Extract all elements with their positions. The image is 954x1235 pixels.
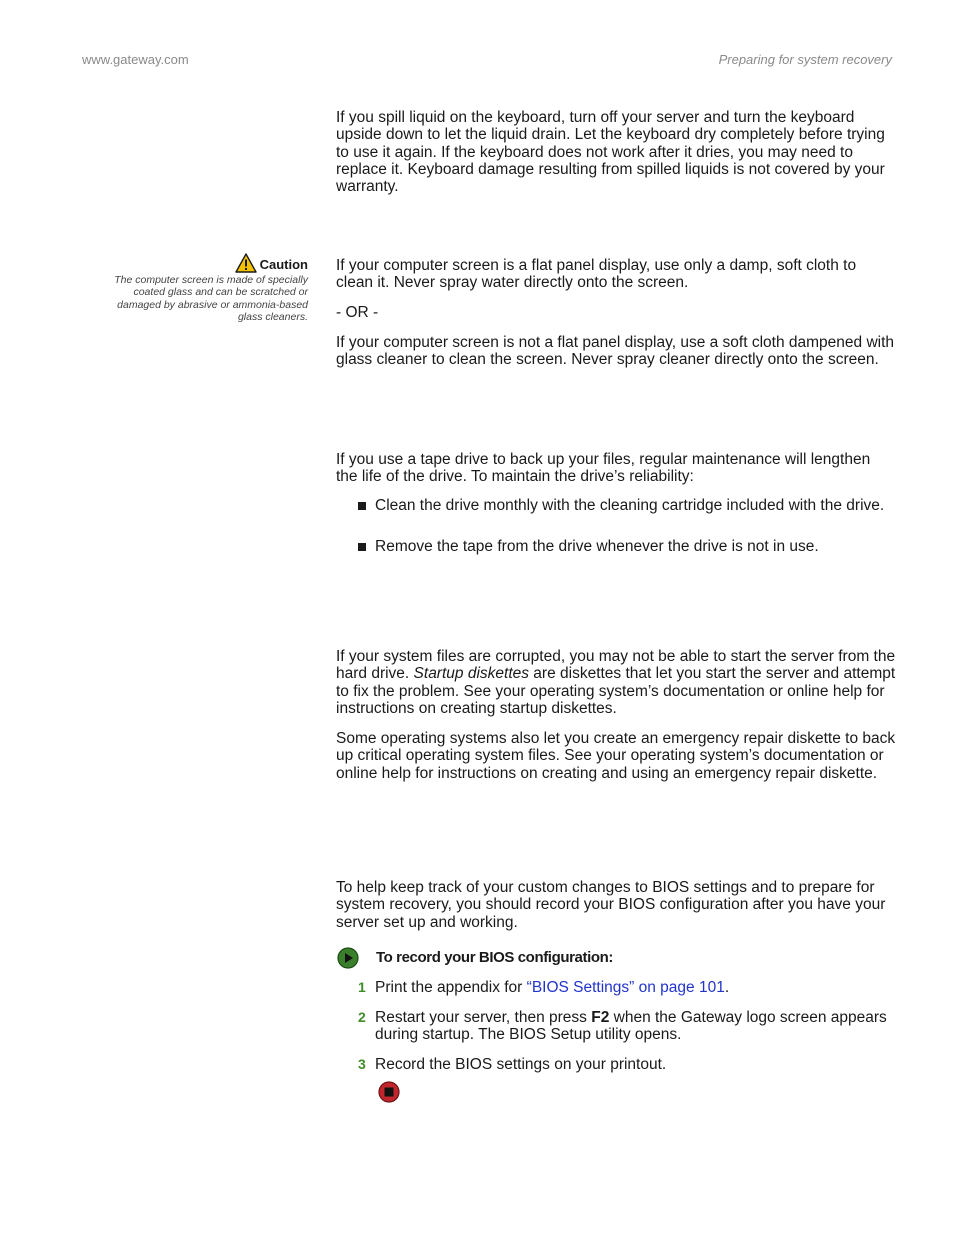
bullet-square-icon	[358, 502, 366, 510]
startup-term: Startup diskettes	[413, 665, 529, 683]
step-text-a: Print the appendix for	[375, 979, 527, 996]
procedure-step	[358, 1009, 898, 1044]
screen-paragraph-1: If your computer screen is a flat panel display, use only a damp, soft cloth to clean it. Never spray water directly onto the screen.	[336, 257, 857, 292]
screen-or-separator: - OR -	[336, 304, 379, 321]
procedure-stop-icon	[378, 1081, 400, 1108]
list-item-text: Clean the drive monthly with the cleaning cartridge included with the drive.	[375, 497, 885, 514]
procedure-step	[358, 979, 898, 996]
startup-text-b: are diskettes that let you start the server and attempt to fix the problem. See your operating system’s documentation or online help for instructions on creating startup diskettes.	[336, 665, 896, 717]
procedure-title: To record your BIOS configuration:	[376, 949, 613, 966]
list-item-text: Remove the tape from the drive whenever the drive is not in use.	[375, 538, 819, 555]
step-number: 3	[358, 1056, 366, 1072]
screen-paragraph-2: If your computer screen is not a flat panel display, use a soft cloth dampened with glass cleaner to clean the screen. Never spray cleaner directly onto the screen.	[336, 334, 895, 369]
step-text	[375, 1009, 898, 1044]
step-number: 1	[358, 979, 366, 995]
header-site-url: www.gateway.com	[82, 52, 189, 67]
caution-note	[96, 253, 308, 324]
keyboard-paragraph: If you spill liquid on the keyboard, turn off your server and turn the keyboard upside down to let the liquid drain. Let the keyboard dry completely before trying to use it again. If the keyboard does not work after it dries, you may need to replace it. Keyboard damage resulting from spilled liquids is not covered by your warranty.	[336, 109, 885, 196]
procedure-start-icon	[337, 947, 359, 974]
step-text-b: .	[724, 979, 730, 996]
warning-icon	[235, 257, 260, 272]
caution-title: Caution	[259, 257, 308, 272]
tape-paragraph: If you use a tape drive to back up your files, regular maintenance will lengthen the life of the drive. To maintain the drive’s reliability:	[336, 451, 871, 486]
bios-paragraph: To help keep track of your custom changes to BIOS settings and to prepare for system recovery, you should record your BIOS configuration after you have your server set up and working.	[336, 879, 886, 931]
step-number: 2	[358, 1009, 366, 1025]
step-text	[375, 979, 898, 996]
startup-text-a: If your system files are corrupted, you may not be able to start the server from the hard drive.	[336, 648, 896, 683]
startup-paragraph-1	[336, 648, 896, 717]
caution-heading	[96, 253, 308, 273]
caution-text: The computer screen is made of specially coated glass and can be scratched or damaged by abrasive or ammonia-based glass cleaners.	[114, 274, 308, 324]
bullet-square-icon	[358, 543, 366, 551]
step-text: Record the BIOS settings on your printout.	[375, 1056, 667, 1073]
header-section-title: Preparing for system recovery	[718, 52, 892, 67]
step-text-b: when the Gateway logo screen appears during startup. The BIOS Setup utility opens.	[375, 1009, 887, 1044]
bios-settings-link[interactable]: “BIOS Settings” on page 101	[526, 979, 725, 996]
list-item	[358, 538, 898, 555]
list-item	[358, 497, 898, 514]
key-name: F2	[591, 1009, 610, 1026]
step-text-a: Restart your server, then press	[375, 1009, 592, 1026]
procedure-step	[358, 1056, 898, 1073]
startup-paragraph-2: Some operating systems also let you create an emergency repair diskette to back up critical operating system files. See your operating system’s documentation or online help for instructions on creating and using an emergency repair diskette.	[336, 730, 896, 782]
